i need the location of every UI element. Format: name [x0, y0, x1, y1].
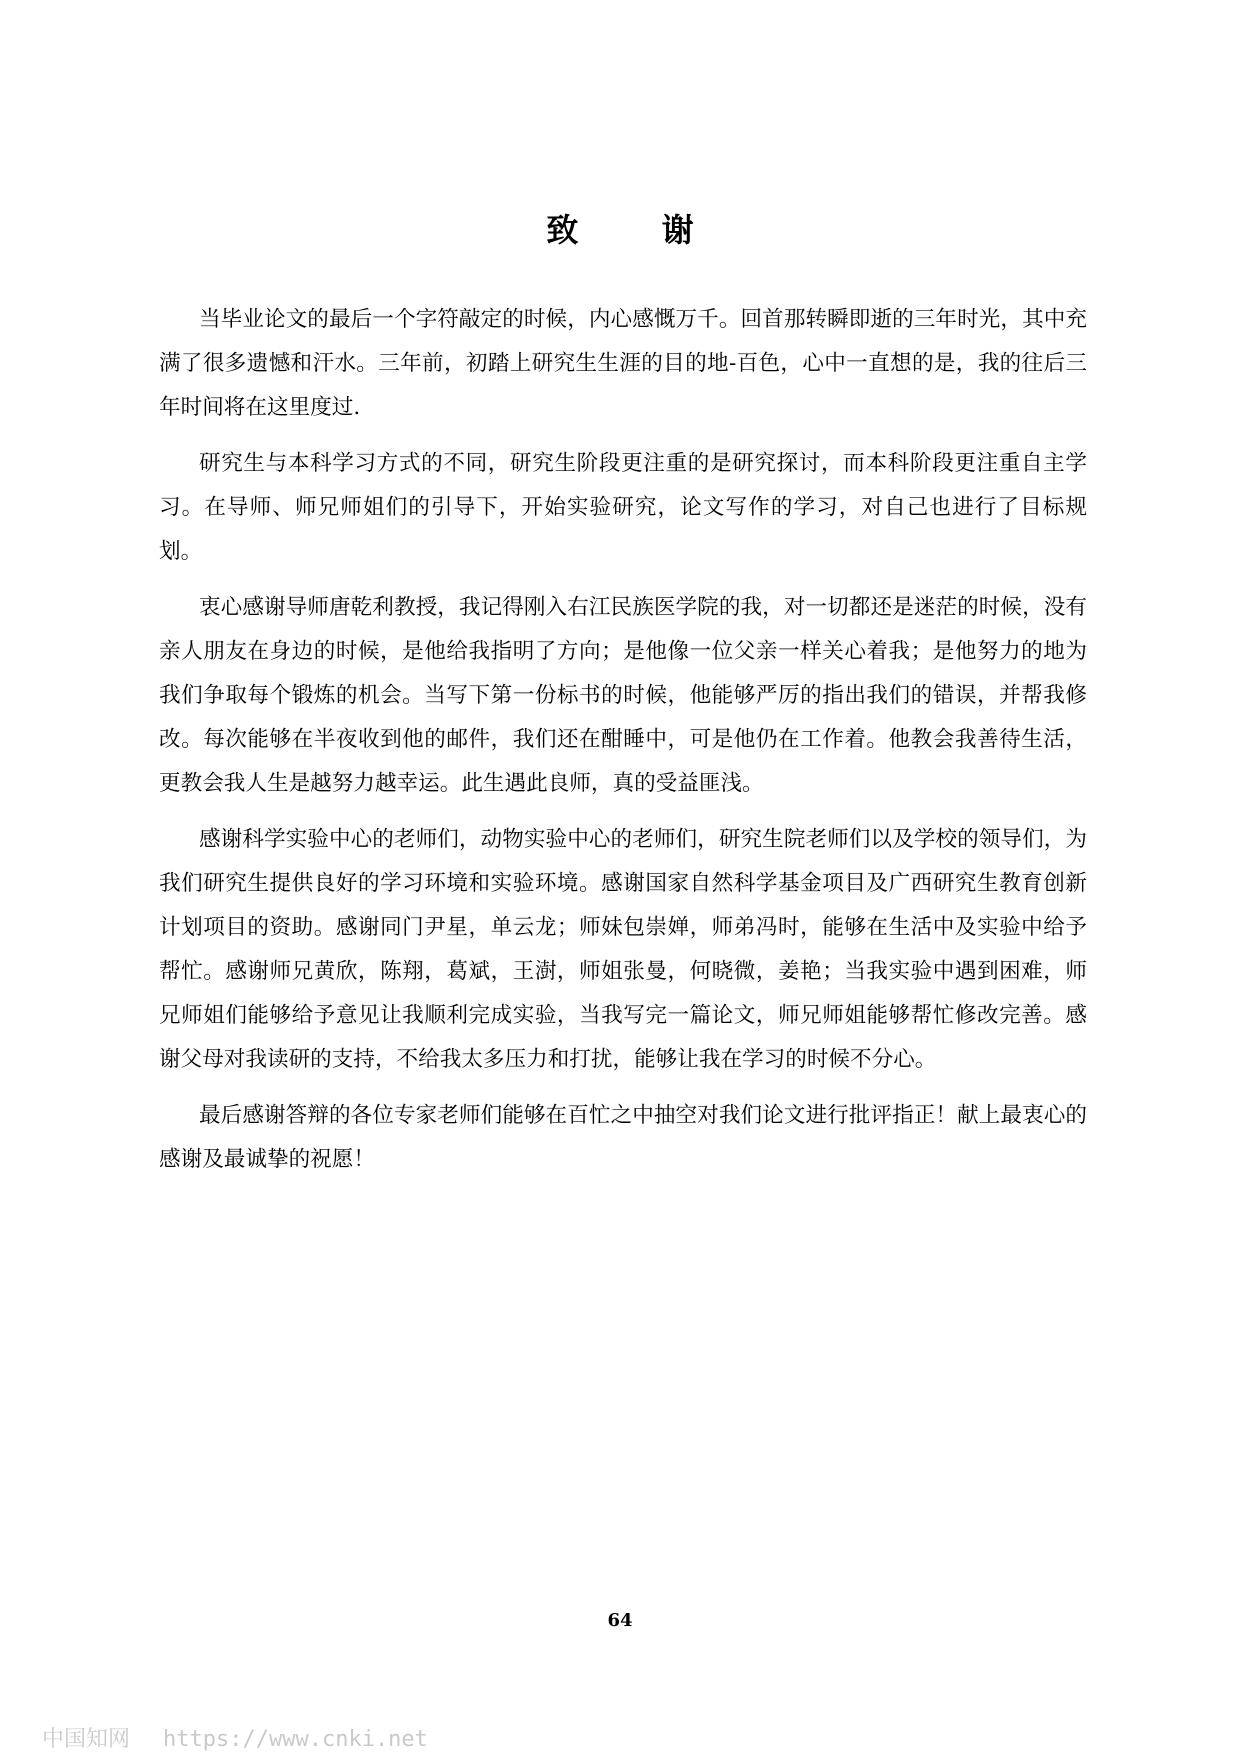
watermark-url: https://www.cnki.net — [163, 1727, 428, 1752]
paragraph-4: 感谢科学实验中心的老师们，动物实验中心的老师们，研究生院老师们以及学校的领导们，为我们研究生提供良好的学习环境和实验环境。感谢国家自然科学基金项目及广西研究生教育创新计划项目的资助。感谢同门尹星，单云龙；师妹包崇婵，师弟冯时，能够在生活中及实验中给予帮忙。感谢师兄黄欣，陈翔，葛斌，王澍，师姐张曼，何晓微，姜艳；当我实验中遇到困难，师兄师姐们能够给予意见让我顺利完成实验，当我写完一篇论文，师兄师姐能够帮忙修改完善。感谢父母对我读研的支持，不给我太多压力和打扰，能够让我在学习的时候不分心。 — [159, 827, 1087, 1072]
paragraph-2: 研究生与本科学习方式的不同，研究生阶段更注重的是研究探讨，而本科阶段更注重自主学习。在导师、师兄师姐们的引导下，开始实验研究，论文写作的学习，对自己也进行了目标规划。 — [159, 451, 1087, 564]
acknowledgement-body — [159, 298, 1087, 1194]
page-number: 64 — [607, 1610, 633, 1631]
paragraph-3: 衷心感谢导师唐乾利教授，我记得刚入右江民族医学院的我，对一切都还是迷茫的时候，没有亲人朋友在身边的时候，是他给我指明了方向；是他像一位父亲一样关心着我；是他努力的地为我们争取每个锻炼的机会。当写下第一份标书的时候，他能够严厉的指出我们的错误，并帮我修改。每次能够在半夜收到他的邮件，我们还在酣睡中，可是他仍在工作着。他教会我善待生活，更教会我人生是越努力越幸运。此生遇此良师，真的受益匪浅。 — [159, 595, 1087, 796]
watermark-name: 中国知网 — [42, 1727, 131, 1752]
paragraph-5: 最后感谢答辩的各位专家老师们能够在百忙之中抽空对我们论文进行批评指正！献上最衷心的感谢及最诚挚的祝愿！ — [159, 1103, 1087, 1172]
page-title: 致 谢 — [546, 211, 730, 249]
watermark — [42, 1722, 428, 1753]
paragraph-1: 当毕业论文的最后一个字符敲定的时候，内心感慨万千。回首那转瞬即逝的三年时光，其中充满了很多遗憾和汗水。三年前，初踏上研究生生涯的目的地-百色，心中一直想的是，我的往后三年时间将在这里度过. — [159, 307, 1087, 420]
